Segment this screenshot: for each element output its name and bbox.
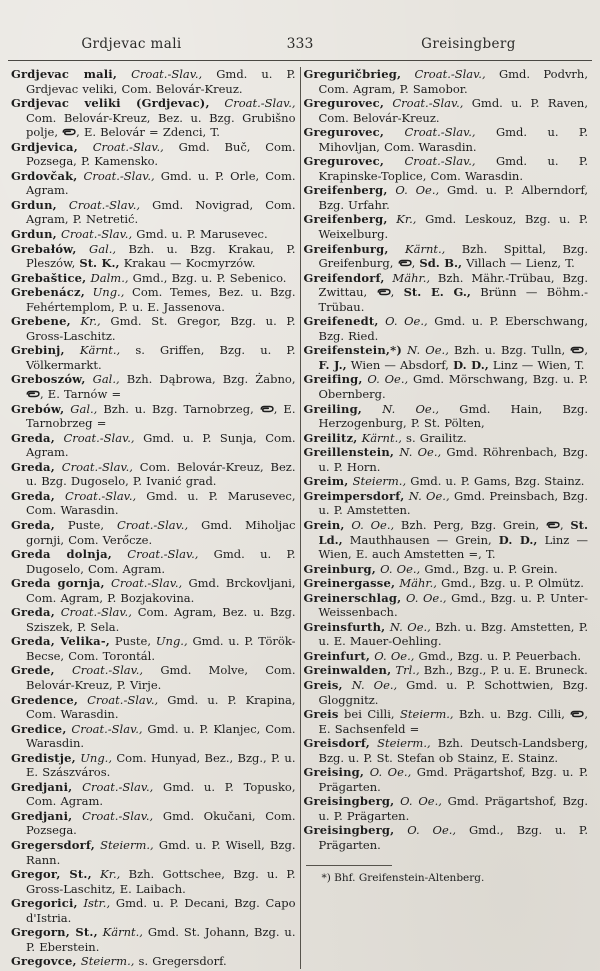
gazetteer-entry: Grebaštice, Dalm., Gmd., Bzg. u. P. Sebenico. [11,270,287,285]
gazetteer-entry: Greim, Steierm., Gmd. u. P. Gams, Bzg. Stainz. [303,474,585,489]
posthorn-icon [570,710,584,718]
gazetteer-entry: Greifendorf, Mähr., Bzh. Mähr.-Trübau, Bzg. Zwittau, , St. E. G., Brünn — Böhm.-Trübau. [303,270,588,314]
gazetteer-entry: Greillenstein, N. Oe., Gmd. Röhrenbach, Bzg. u. P. Horn. [303,445,588,474]
gazetteer-entry: Greinwalden, Trl., Bzh., Bzg., P. u. E. Bruneck. [303,663,588,678]
entries-right [304,67,589,853]
gazetteer-entry: Gregurovec, Croat.-Slav., Gmd. u. P. Raven, Com. Belovár-Kreuz. [303,96,588,125]
gazetteer-entry: Grede, Croat.-Slav., Gmd. Molve, Com. Belovár-Kreuz, P. Virje. [11,663,296,692]
posthorn-icon [398,259,412,267]
gazetteer-entry: Greifenedt, O. Oe., Gmd. u. P. Eberschwang, Bzg. Ried. [303,314,589,343]
gazetteer-entry: Gregurovec, Croat.-Slav., Gmd. u. P. Krapinske-Toplice, Com. Warasdin. [303,154,588,183]
gazetteer-entry: Grdun, Croat.-Slav., Gmd. u. P. Marusevec. [11,227,268,242]
gazetteer-entry: Greis, N. Oe., Gmd. u. P. Schottwien, Bzg. Gloggnitz. [303,677,588,707]
gazetteer-entry: Greifenburg, Kärnt., Bzh. Spittal, Bzg. Greifenburg, , Sd. B., Villach — Lienz, T. [303,241,588,271]
gazetteer-entry: Greda, Croat.-Slav., Com. Belovár-Kreuz, Bez. u. Bzg. Dugoselo, P. Ivanić grad. [11,459,296,489]
gazetteer-entry: Gredjani, Croat.-Slav., Gmd. u. P. Topusko, Com. Agram. [11,779,296,809]
gazetteer-entry: Gregorici, Istr., Gmd. u. P. Decani, Bzg. Capo d'Istria. [11,896,296,925]
gazetteer-entry: Greinerschlag, O. Oe., Gmd., Bzg. u. P. Unter-Weissenbach. [303,590,588,620]
entries-left [11,67,296,969]
gazetteer-entry: Greda, Croat.-Slav., Com. Agram, Bez. u. Bzg. Sziszek, P. Sela. [11,605,296,634]
gazetteer-entry: Gregor, St., Kr., Bzh. Gottschee, Bzg. u. P. Gross-Laschitz, E. Laibach. [11,867,296,896]
posthorn-icon [570,346,584,354]
posthorn-icon [546,521,560,529]
gazetteer-entry: Greinfurt, O. Oe., Gmd., Bzg. u. P. Peuerbach. [303,648,582,663]
gazetteer-entry: Greguričbrieg, Croat.-Slav., Gmd. Podvrh, Com. Agram, P. Samobor. [303,67,588,96]
running-title-left: Grdjevac mali [81,36,182,52]
gazetteer-entry: Gredence, Croat.-Slav., Gmd. u. P. Krapina, Com. Warasdin. [11,692,296,722]
gazetteer-entry: Gredice, Croat.-Slav., Gmd. u. P. Klanjec, Com. Warasdin. [11,721,296,751]
gazetteer-entry: Greifenberg, O. Oe., Gmd. u. P. Alberndorf, Bzg. Urfahr. [303,183,588,212]
gazetteer-entry: Grdjevac veliki (Grdjevac), Croat.-Slav., Com. Belovár-Kreuz, Bez. u. Bzg. Grubišno polje, , E. Belovár = Zdenci, T. [11,96,296,140]
gazetteer-entry: Greisingberg, O. Oe., Gmd. Prägartshof, Bzg. u. P. Prägarten. [303,794,589,823]
gazetteer-entry: Grdjevica, Croat.-Slav., Gmd. Buč, Com. Pozsega, P. Kamensko. [11,139,296,169]
gazetteer-entry: Gregurovec, Croat.-Slav., Gmd. u. P. Mihovljan, Com. Warasdin. [303,125,588,154]
footnote-rule [306,865,392,866]
gazetteer-entry: Greda dolnja, Croat.-Slav., Gmd. u. P. Dugoselo, Com. Agram. [11,547,296,576]
gazetteer-entry: Greifenstein,*) N. Oe., Bzh. u. Bzg. Tulln, , F. J., Wien — Absdorf, D. D., Linz — Wien, T. [303,343,589,372]
gazetteer-entry: Grein, O. Oe., Bzh. Perg, Bzg. Grein, , St. Ld., Mauthhausen — Grein, D. D., Linz — Wien, E. auch Amstetten =, T. [303,517,589,562]
gazetteer-entry: Greda, Croat.-Slav., Gmd. u. P. Sunja, Com. Agram. [11,430,296,460]
gazetteer-entry: Greifenberg, Kr., Gmd. Leskouz, Bzg. u. P. Weixelburg. [303,212,588,242]
gazetteer-entry: Grdjevac mali, Croat.-Slav., Gmd. u. P. Grdjevac veliki, Com. Belovár-Kreuz. [11,67,296,96]
gazetteer-entry: Grebenácz, Ung., Com. Temes, Bez. u. Bzg. Fehértemplom, P. u. E. Jassenova. [11,285,296,314]
posthorn-icon [26,390,40,398]
gazetteer-entry: Greda, Croat.-Slav., Gmd. u. P. Marusevec, Com. Warasdin. [11,488,296,518]
gazetteer-entry: Greda gornja, Croat.-Slav., Gmd. Brckovljani, Com. Agram, P. Bozjakovina. [11,576,296,605]
column-right [301,67,593,969]
gazetteer-entry: Greinsfurth, N. Oe., Bzh. u. Bzg. Amstetten, P. u. E. Mauer-Oehling. [303,619,588,649]
posthorn-icon [260,405,274,413]
gazetteer-entry: Grdun, Croat.-Slav., Gmd. Novigrad, Com. Agram, P. Netretić. [11,197,296,227]
gazetteer-entry: Greimpersdorf, N. Oe., Gmd. Preinsbach, Bzg. u. P. Amstetten. [303,488,588,518]
gazetteer-entry: Gregorn, St., Kärnt., Gmd. St. Johann, Bzg. u. P. Eberstein. [11,925,296,954]
footnote-text: *) Bhf. Greifenstein-Altenberg. [321,871,485,884]
gazetteer-entry: Greinburg, O. Oe., Gmd., Bzg. u. P. Grein. [303,561,558,576]
columns [8,67,592,969]
gazetteer-entry: Grdovčak, Croat.-Slav., Gmd. u. P. Orle, Com. Agram. [11,168,296,198]
gazetteer-entry: Greising, O. Oe., Gmd. Prägartshof, Bzg. u. P. Prägarten. [303,765,589,794]
page-number: 333 [286,36,314,52]
gazetteer-entry: Gregersdorf, Steierm., Gmd. u. P. Wisell, Bzg. Rann. [11,837,296,867]
header-rule [8,60,592,61]
gazetteer-entry: Greinergasse, Mähr., Gmd., Bzg. u. P. Olmütz. [303,576,584,591]
footnote [304,865,589,884]
gazetteer-entry: Greiling, N. Oe., Gmd. Hain, Bzg. Herzogenburg, P. St. Pölten, [303,401,589,431]
posthorn-icon [377,288,391,296]
gazetteer-entry: Gredistje, Ung., Com. Hunyad, Bez., Bzg., P. u. E. Szászváros. [11,750,296,780]
gazetteer-entry: Grebene, Kr., Gmd. St. Gregor, Bzg. u. P. Gross-Laschitz. [11,314,296,343]
column-left [8,67,300,969]
page-header [8,36,592,56]
gazetteer-entry: Greisingberg, O. Oe., Gmd., Bzg. u. P. Prägarten. [303,823,588,852]
gazetteer-entry: Grebinj, Kärnt., s. Griffen, Bzg. u. P. Völkermarkt. [11,343,296,372]
gazetteer-entry: Greboszów, Gal., Bzh. Dąbrowa, Bzg. Żabno, , E. Tarnów = [11,372,296,402]
gazetteer-entry: Gregovce, Steierm., s. Gregersdorf. [11,954,227,969]
gazetteer-entry: Grebałów, Gal., Bzh. u. Bzg. Krakau, P. Pleszów, St. K., Krakau — Kocmyrzów. [11,241,296,271]
gazetteer-entry: Greda, Velika-, Puste, Ung., Gmd. u. P. Török-Becse, Com. Torontál. [11,634,296,663]
gazetteer-entry: Greilitz, Kärnt., s. Grailitz. [303,430,467,445]
running-title-right: Greisingberg [421,36,516,52]
gazetteer-entry: Greifing, O. Oe., Gmd. Mörschwang, Bzg. u. P. Obernberg. [303,372,588,402]
gazetteer-entry: Gredjani, Croat.-Slav., Gmd. Okučani, Com. Pozsega. [11,808,296,838]
gazetteer-entry: Greis bei Cilli, Steierm., Bzh. u. Bzg. Cilli, , E. Sachsenfeld = [303,707,589,736]
gazetteer-entry: Greda, Puste, Croat.-Slav., Gmd. Miholjac gornji, Com. Verőcze. [11,517,296,547]
posthorn-icon [62,128,76,136]
gazetteer-entry: Greisdorf, Steierm., Bzh. Deutsch-Landsberg, Bzg. u. P. St. Stefan ob Stainz, E. Stainz. [303,736,588,765]
gazetteer-entry: Grebów, Gal., Bzh. u. Bzg. Tarnobrzeg, , E. Tarnobrzeg = [11,401,296,431]
